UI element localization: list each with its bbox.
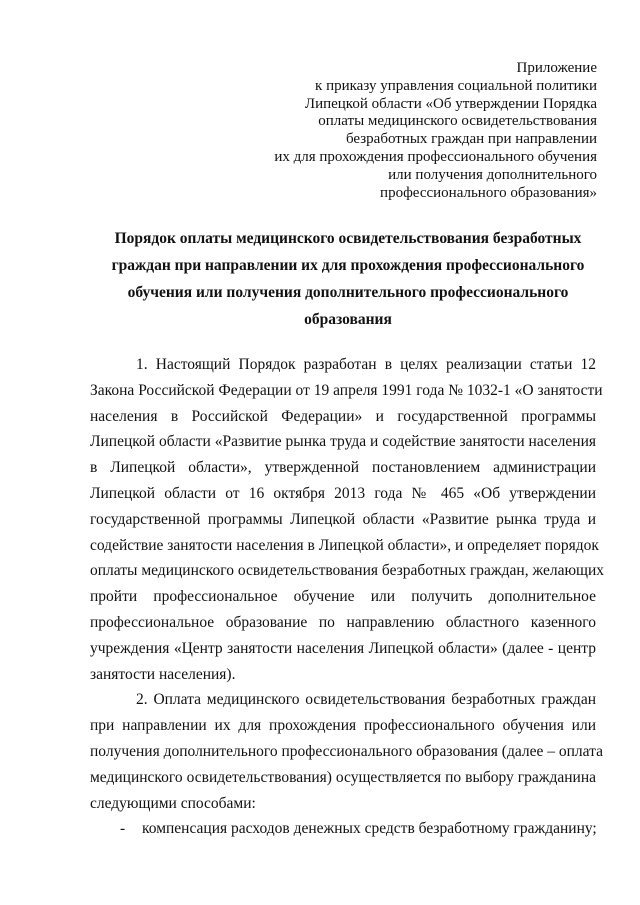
paragraph-1-line: оплаты медицинского освидетельствования безработных граждан, желающих: [90, 562, 605, 580]
title-line: Порядок оплаты медицинского освидетельствования безработных: [114, 230, 582, 247]
paragraph-2-line: 2. Оплата медицинского освидетельствования безработных граждан: [136, 691, 596, 709]
appendix-header: [237, 60, 597, 202]
paragraph-1-line: Липецкой области от 16 октября 2013 года № 465 «Об утверждении: [90, 484, 596, 502]
paragraph-2-line: получения дополнительного профессионального образования (далее – оплата: [90, 742, 603, 760]
paragraph-1-line: содействие занятости населения в Липецкой области», и определяет порядок: [90, 536, 599, 554]
appendix-line: их для прохождения профессионального обучения: [274, 148, 597, 165]
paragraph-1-line: занятости населения).: [90, 665, 236, 683]
appendix-line: Приложение: [516, 60, 597, 76]
bullet-marker: -: [120, 820, 126, 838]
paragraph-1-line: пройти профессиональное обучение или получить дополнительное: [90, 588, 596, 606]
appendix-line: Липецкой области «Об утверждении Порядка: [304, 95, 597, 112]
appendix-line: или получения дополнительного: [388, 166, 597, 183]
appendix-line: к приказу управления социальной политики: [315, 77, 597, 94]
title-line: граждан при направлении их для прохождения профессионального: [111, 257, 585, 274]
bullet-item: [90, 816, 596, 842]
paragraph-1-line: 1. Настоящий Порядок разработан в целях реализации статьи 12: [136, 356, 596, 373]
document-title: [88, 225, 608, 333]
paragraph-1-line: Липецкой области «Развитие рынка труда и содействие занятости населения: [90, 433, 596, 451]
title-line: обучения или получения дополнительного профессионального: [127, 284, 569, 301]
paragraph-1-line: профессиональное образование по направлению областного казенного: [90, 613, 596, 631]
title-line: образования: [304, 311, 392, 328]
paragraph-2-line: медицинского освидетельствования) осуществляется по выбору гражданина: [90, 768, 596, 786]
paragraph-2-line: при направлении их для прохождения профессионального обучения или: [90, 717, 596, 735]
paragraph-2-line: следующими способами:: [90, 794, 256, 812]
document-body: [90, 352, 605, 842]
paragraph-1-line: Закона Российской Федерации от 19 апреля 1991 года № 1032-1 «О занятости: [90, 381, 603, 399]
paragraph-1-line: в Липецкой области», утвержденной постановлением администрации: [90, 459, 596, 477]
appendix-line: безработных граждан при направлении: [345, 131, 597, 148]
paragraph-1-line: населения в Российской Федерации» и государственной программы: [90, 407, 596, 425]
appendix-line: профессионального образования»: [380, 184, 597, 201]
bullet-text: компенсация расходов денежных средств безработному гражданину;: [142, 820, 597, 838]
paragraph-1-line: государственной программы Липецкой области «Развитие рынка труда и: [90, 510, 596, 528]
paragraph-1-line: учреждения «Центр занятости населения Липецкой области» (далее - центр: [90, 639, 596, 657]
appendix-line: оплаты медицинского освидетельствования: [318, 113, 597, 130]
